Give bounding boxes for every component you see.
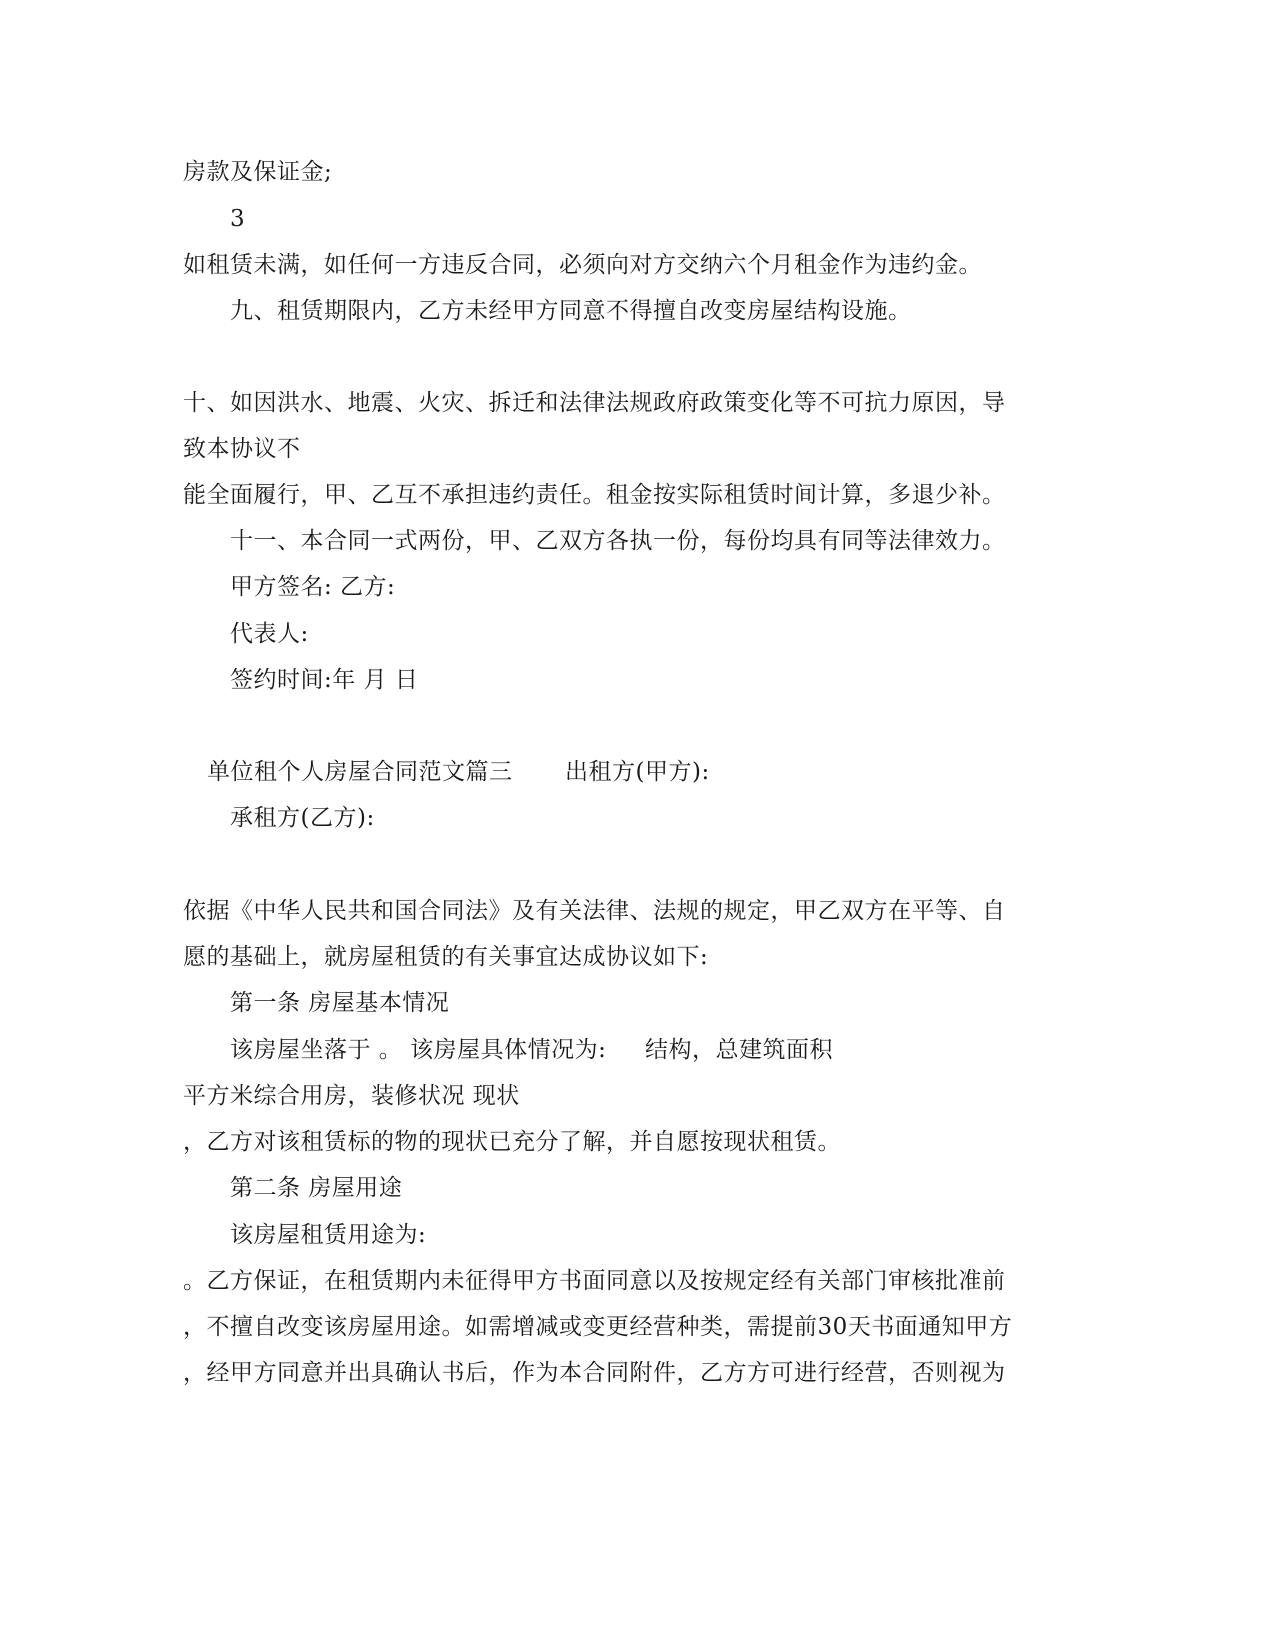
text-line: 。乙方保证，在租赁期内未征得甲方书面同意以及按规定经有关部门审核批准前 [183,1268,1006,1294]
representative-line: 代表人: [230,621,309,647]
text-line: 如租赁未满，如任何一方违反合同，必须向对方交纳六个月租金作为违约金。 [183,252,982,278]
lessee-label: 承租方(乙方): [230,805,375,831]
page-number-line: 3 [230,206,246,232]
text-line: 依据《中华人民共和国合同法》及有关法律、法规的规定，甲乙双方在平等、自 [183,898,1006,924]
text-line: 结构，总建筑面积 [645,1037,833,1063]
text-line: 房款及保证金; [183,159,333,185]
article-heading: 第一条 房屋基本情况 [230,990,450,1016]
text-line: 平方米综合用房，装修状况 现状 [183,1083,520,1109]
text-line: 该房屋坐落于 。 该房屋具体情况为: [230,1037,607,1063]
article-heading: 第二条 房屋用途 [230,1175,403,1201]
text-line: 致本协议不 [183,436,301,462]
lessor-label: 出租方(甲方): [565,759,710,785]
text-line: 九、租赁期限内，乙方未经甲方同意不得擅自改变房屋结构设施。 [230,298,912,324]
text-line: ，不擅自改变该房屋用途。如需增减或变更经营种类，需提前30天书面通知甲方 [183,1314,1013,1340]
text-line: 该房屋租赁用途为: [230,1222,427,1248]
text-line: 十一、本合同一式两份，甲、乙双方各执一份，每份均具有同等法律效力。 [230,528,1006,554]
signing-date-line: 签约时间:年 月 日 [230,667,419,693]
text-line: ，乙方对该租赁标的物的现状已充分了解，并自愿按现状租赁。 [183,1129,841,1155]
signature-line: 甲方签名: 乙方: [230,574,396,600]
text-line: 愿的基础上，就房屋租赁的有关事宜达成协议如下: [183,944,709,970]
text-line: 十、如因洪水、地震、火灾、拆迁和法律法规政府政策变化等不可抗力原因，导 [183,390,1006,416]
text-line: 能全面履行，甲、乙互不承担违约责任。租金按实际租赁时间计算，多退少补。 [183,482,1006,508]
section-title: 单位租个人房屋合同范文篇三 [207,759,513,785]
text-line: ，经甲方同意并出具确认书后，作为本合同附件，乙方方可进行经营，否则视为 [183,1360,1006,1386]
